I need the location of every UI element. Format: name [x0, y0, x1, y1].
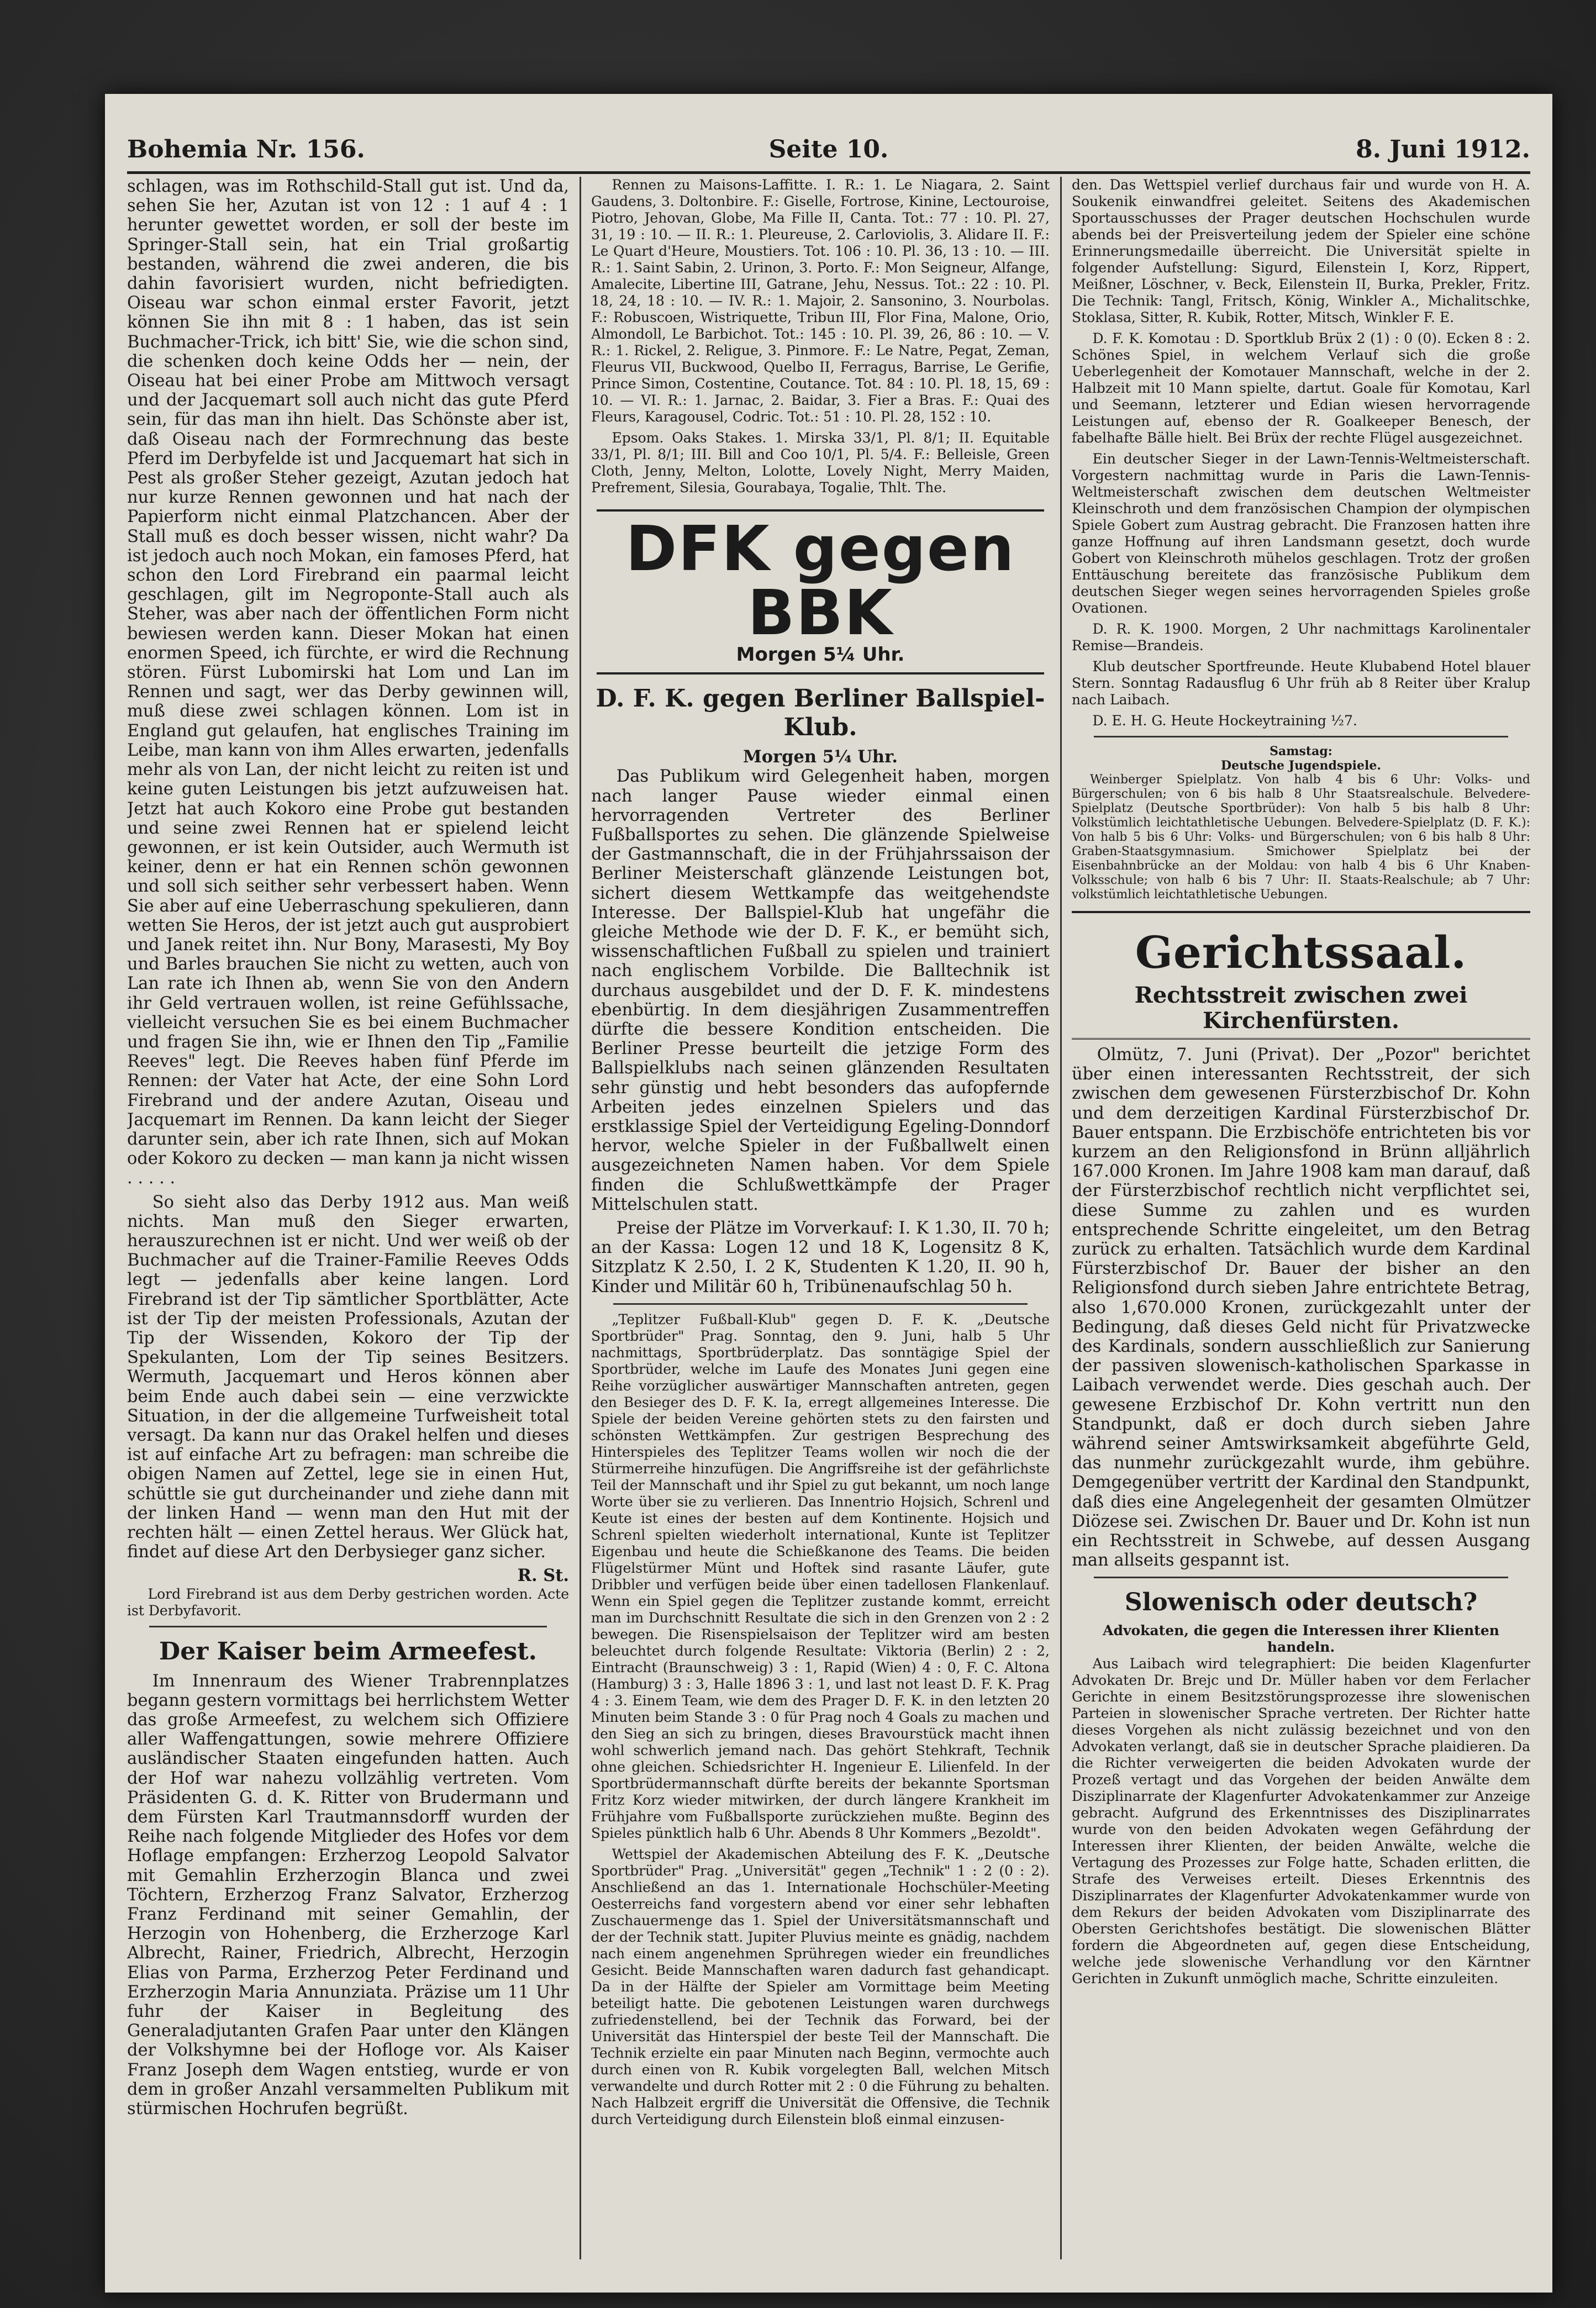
- language-article-subtitle: Advokaten, die gegen die Interessen ihrer Klienten handeln.: [1103, 1622, 1499, 1656]
- divider: [1094, 736, 1508, 737]
- tennis-report: Ein deutscher Sieger in der Lawn-Tennis-Weltmeisterschaft. Vorgestern nachmittag wurde in Paris die Lawn-Tennis-Weltmeisterschaft zwischen dem deutschen Weltmeister Kleinschroth und dem französischen Champion der olympischen Spiele Gobert zum Austrag gebracht. Die Franzosen hatten ihre ganze Hoffnung auf ihren Landsmann gesetzt, doch wurde Gobert von Kleinschroth mühelos geschlagen. Trotz der großen Enttäuschung bereitete das französische Publikum dem deutschen Sieger wegen seines hervorragenden Spieles große Ovationen.: [1072, 451, 1530, 616]
- match-article-text: Das Publikum wird Gelegenheit haben, morgen nach langer Pause wieder einmal einen hervorragenden Vertreter des Berliner Fußballsportes zu sehen. Die glänzende Spielweise der Gastmannschaft, die in der Frühjahrssaison der Berliner Meisterschaft glänzende Leistungen bot, sichert diesem Wettkampfe das weitgehendste Interesse. Der Ballspiel-Klub hat ungefähr die gleiche Methode wie der D. F. K., er bemüht sich, wissenschaftlichen Fußball zu spielen und trainiert nach englischem Vorbilde. Die Balltechnik ist durchaus ausgebildet und der D. F. K. mindestens ebenbürtig. In dem diesjährigen Zusammentreffen dürfte die bessere Kondition entscheiden. Die Berliner Presse beurteilt die jetzige Form des Ballspielklubs nach seinen glänzenden Resultaten sehr günstig und hebt besonders das aufopfernde Arbeiten jedes einzelnen Spielers und das erstklassige Spiel der Verteidigung Egeling-Donndorf hervor, welche Spieler in der Fußballwelt einen ausgezeichneten Namen haben. Vor dem Spiele finden die Schlußwettkämpfe der Prager Mittelschulen statt.: [591, 767, 1050, 1214]
- kaiser-article-title: Der Kaiser beim Armeefest.: [159, 1637, 537, 1666]
- ticket-prices: Preise der Plätze im Vorverkauf: I. K 1.30, II. 70 h; an der Kassa: Logen 12 und 18 K, Logensitz 8 K, Sitzplatz K 2.50, I. 2 K, Studenten K 1.20, II. 90 h, Kinder und Militär 60 h, Tribünenaufschlag 50 h.: [591, 1219, 1050, 1297]
- club-notice-hockey: D. E. H. G. Heute Hockeytraining ½7.: [1092, 713, 1357, 729]
- youth-games-title: Deutsche Jugendspiele.: [1221, 758, 1381, 773]
- komotau-match-report: D. F. K. Komotau : D. Sportklub Brüx 2 (1) : 0 (0). Ecken 8 : 2. Schönes Spiel, in welchem Verlauf sich die große Ueberlegenheit der Komotauer Mannschaft, welche in der 2. Halbzeit mit 10 Mann spielte, dartut. Goale für Komotau, Karl und Seemann, letzterer und Edian wiesen hervorragende Leistungen auf, ebenso der R. Goalkeeper Benesch, der fabelhafte Bälle hielt. Bei Brüx der rechte Flügel ausgezeichnet.: [1072, 330, 1530, 446]
- divider: [613, 1303, 1028, 1305]
- page-header: [127, 122, 1530, 174]
- lawsuit-article-title: Rechtsstreit zwischen zwei Kirchenfürsten.: [1072, 983, 1530, 1040]
- header-date: 8. Juni 1912.: [1356, 135, 1530, 164]
- divider: [149, 1626, 547, 1627]
- column-1: [127, 177, 569, 2259]
- header-issue: Bohemia Nr. 156.: [127, 135, 365, 164]
- column-rule: [580, 177, 581, 2259]
- epsom-results: Epsom. Oaks Stakes. 1. Mirska 33/1, Pl. 8/1; II. Equitable 33/1, Pl. 8/1; III. Bill and Coo 10/1, Pl. 5/4. F.: Belleisle, Green Cloth, Jenny, Melton, Lolotte, Lovely Night, Merry Maiden, Prefrement, Silesia, Gourabaya, Togalie, Thlt. The.: [591, 430, 1050, 496]
- club-notice-sportfreunde: Klub deutscher Sportfreunde. Heute Klubabend Hotel blauer Stern. Sonntag Radausflug 6 Uhr früh ab 8 Reiter über Kralup nach Laibach.: [1072, 658, 1530, 708]
- match-article-title: D. F. K. gegen Berliner Ballspiel-Klub.: [596, 684, 1045, 742]
- match-time: Morgen 5¼ Uhr.: [742, 747, 898, 767]
- match-advertisement: [597, 509, 1044, 675]
- academic-match-continued: den. Das Wettspiel verlief durchaus fair und wurde von H. A. Soukenik einwandfrei geleitet. Seitens des Akademischen Sportausschusses der Prager deutschen Hochschulen wurde abends bei der Preisverteilung jedem der Spieler eine schöne Erinnerungsmedaille überreicht. Die Universität spielte in folgender Aufstellung: Sigurd, Eilenstein I, Korz, Rippert, Meißner, Löschner, v. Beck, Eilenstein II, Burka, Prekler, Fritz. Die Technik: Tangl, Fritsch, König, Winkler A., Michalitschke, Stoklasa, Sitter, R. Kubik, Rotter, Mitsch, Winkler F. E.: [1072, 177, 1530, 325]
- header-page-number: Seite 10.: [768, 135, 889, 164]
- author-signature: R. St.: [517, 1566, 569, 1586]
- teplitz-article: „Teplitzer Fußball-Klub" gegen D. F. K. „Deutsche Sportbrüder" Prag. Sonntag, den 9. Juni, halb 5 Uhr nachmittags, Sportbrüderplatz. Das sonntägige Spiel der Sportbrüder, welche im Laufe des Monates Juni gegen eine Reihe vorzüglicher auswärtiger Mannschaften antreten, gegen den Besieger des D. F. K. Ia, erregt allgemeines Interesse. Die Spiele der beiden Vereine gehörten stets zu den fairsten und schönsten Wettkämpfen. Zur gestrigen Besprechung des Hinterspieles des Teplitzer Teams wollen wir noch die der Stürmerreihe hinzufügen. Die Angriffsreihe ist der gefährlichste Teil der Mannschaft und ihr Spiel zu gut bekannt, um noch lange Worte über sie zu verlieren. Das Innentrio Hojsich, Schrenl und Keute ist eines der besten auf dem Kontinente. Hojsich und Schrenl spielten wiederholt international, Kunte ist Teplitzer Eigenbau und heute die Schießkanone des Teams. Die beiden Flügelstürmer Münt und Hoftek sind rasante Läufer, gute Dribbler und verfügen beide über einen tadellosen Flankenlauf. Wenn ein Spiel gegen die Teplitzer zustande kommt, erreicht man im Durchschnitt Resultate die sich in den Grenzen von 2 : 2 bewegen. Die Risenspielsaison der Teplitzer wird am besten beleuchtet durch folgende Resultate: Viktoria (Berlin) 2 : 2, Eintracht (Braunschweig) 3 : 1, Rapid (Wien) 4 : 0, F. C. Altona (Hamburg) 3 : 3, Halle 1896 3 : 1, und last not least D. F. K. Prag 4 : 3. Einem Team, wie dem des Prager D. F. K. in den letzten 20 Minuten beim Stande 3 : 0 für Prag noch 4 Goals zu machen und den Sieg an sich zu bringen, dieses Bravourstück macht ihnen wohl schwerlich jemand nach. Das gehört Stehkraft, Technik ohne gleichen. Schiedsrichter H. Ingenieur E. Lilienfeld. In der Sportbrüdermannschaft dürfte bereits der bekannte Sportsman Fritz Korz wieder mitwirken, der durch längere Krankheit im Frühjahre vom Fußballsporte zurückziehen mußte. Beginn des Spieles pünktlich halb 6 Uhr. Abends 8 Uhr Kommers „Bezoldt".: [591, 1311, 1050, 1841]
- club-notice-1900: D. R. K. 1900. Morgen, 2 Uhr nachmittags Karolinentaler Remise—Brandeis.: [1072, 621, 1530, 654]
- newspaper-page: [105, 94, 1552, 2293]
- derby-note: Lord Firebrand ist aus dem Derby gestrichen worden. Acte ist Derbyfavorit.: [127, 1585, 569, 1619]
- kaiser-article-text: Im Innenraum des Wiener Trabrennplatzes begann gestern vormittags bei herrlichstem Wetter das große Armeefest, zu welchem sich Offiziere aller Waffengattungen, sowie mehrere Offiziere ausländischer Staaten eingefunden hatten. Auch der Hof war nahezu vollzählig vertreten. Vom Präsidenten G. d. K. Ritter von Brudermann und dem Fürsten Karl Trautmannsdorff wurden der Reihe nach folgende Mitglieder des Hofes vor dem Hoflage empfangen: Erzherzog Leopold Salvator mit Gemahlin Erzherzogin Blanca und zwei Töchtern, Erzherzog Franz Salvator, Erzherzog Franz Ferdinand mit seiner Gemahlin, der Herzogin von Hohenberg, die Erzherzoge Karl Albrecht, Rainer, Friedrich, Albrecht, Herzogin Elias von Parma, Erzherzog Peter Ferdinand und Erzherzogin Maria Annunziata. Präzise um 11 Uhr fuhr der Kaiser in Begleitung des Generaladjutanten Grafen Paar unter den Klängen der Volkshymne bei der Hofloge vor. Als Kaiser Franz Joseph dem Wagen entstieg, wurde er von dem in großer Anzahl versammelten Publikum mit stürmischen Hochrufen begrüßt.: [127, 1671, 569, 2119]
- lawsuit-article-text: Olmütz, 7. Juni (Privat). Der „Pozor" berichtet über einen interessanten Rechtsstreit, der sich zwischen dem gewesenen Fürsterzbischof Dr. Kohn und dem derzeitigen Kardinal Fürsterzbischof Dr. Bauer entspann. Die Erzbischöfe entrichteten bis vor kurzem an den Religionsfond in Brünn alljährlich 167.000 Kronen. Im Jahre 1908 kam man darauf, daß der Fürsterzbischof rechtlich nicht verpflichtet sei, diese Summe zu zahlen und es wurden entsprechende Schritte eingeleitet, um den Betrag zurück zu erhalten. Tatsächlich wurde dem Kardinal Fürsterzbischof Dr. Bauer der bisher an den Religionsfond durch sieben Jahre entrichtete Betrag, also 1,670.000 Kronen, zurückgezahlt unter der Bedingung, daß dieses Geld nicht für Privatzwecke des Kardinals, sondern ausschließlich zur Sanierung der passiven slowenisch-katholischen Sparkasse in Laibach verwendet werde. Dies geschah auch. Der gewesene Erzbischof Dr. Kohn vertritt nun den Standpunkt, daß er doch durch sieben Jahre während seiner Amtswirksamkeit abgeführte Geld, das nunmehr zurückgezahlt wurde, ihm gebühre. Demgegenüber vertritt der Kardinal den Standpunkt, daß dies eine Angelegenheit der gesamten Olmützer Diözese sei. Zwischen Dr. Bauer und Dr. Kohn ist nun ein Rechtsstreit in Schwebe, auf dessen Ausgang man allseits gespannt ist.: [1072, 1045, 1530, 1571]
- racing-results: Rennen zu Maisons-Laffitte. I. R.: 1. Le Niagara, 2. Saint Gaudens, 3. Doltonbire. F.: Giselle, Fortrose, Kinine, Lectouroise, Piotro, Jehovan, Globe, Ma Fille II, Canta. Tot.: 77 : 10. Pl. 27, 31, 19 : 10. — II. R.: 1. Pleureuse, 2. Carloviolis, 3. Alidare II. F.: Le Quart d'Heure, Moustiers. Tot. 106 : 10. Pl. 36, 13 : 10. — III. R.: 1. Saint Sabin, 2. Urinon, 3. Porto. F.: Mon Seigneur, Alfange, Amalecite, Libertine III, Gatrane, Jehu, Nessus. Tot.: 22 : 10. Pl. 18, 24, 18 : 10. — IV. R.: 1. Majoir, 2. Sansonino, 3. Nourbolas. F.: Robuscoen, Wistriquette, Tribun III, Flor Fina, Malone, Orio, Almondoll, Le Barbichot. Tot.: 145 : 10. Pl. 39, 26, 86 : 10. — V. R.: 1. Rickel, 2. Religue, 3. Pinmore. F.: Le Natre, Pegat, Zeman, Fleurus VII, Buckwood, Quelbo II, Ferragus, Barrise, Le Gerifie, Prince Simon, Costentine, Coutance. Tot. 84 : 10. Pl. 18, 15, 69 : 10. — VI. R.: 1. Jarnac, 2. Baidar, 3. Fier a Bras. F.: Quai des Fleurs, Karagousel, Codric. Tot.: 51 : 10. Pl. 28, 152 : 10.: [591, 177, 1050, 425]
- ad-title: DFK gegen BBK: [625, 513, 1015, 649]
- divider: [1094, 1577, 1508, 1578]
- language-article-text: Aus Laibach wird telegraphiert: Die beiden Klagenfurter Advokaten Dr. Brejc und Dr. Müller haben vor dem Ferlacher Gerichte in einem Besitzstörungsprozesse ihre slowenischen Parteien in slowenischer Sprache vertreten. Der Richter hatte dieses Vorgehen als nicht zulässig bezeichnet und von den Advokaten verlangt, daß sie in deutscher Sprache plaidieren. Da die Richter verweigerten die beiden Advokaten wurde der Prozeß vertagt und das Vorgehen der beiden Anwälte dem Disziplinarrate der Klagenfurter Advokatenkammer zur Anzeige gebracht. Aufgrund des Erkenntnisses des Disziplinarrates wurde von den beiden Advokaten wegen Gefährdung der Interessen ihrer Klienten, der beiden Anwälte, welche die Vertagung des Prozesses zur Folge hatte, Schaden erlitten, die Strafe des Verweises erteilt. Dieses Erkenntnis des Disziplinarrates der Klagenfurter Advokatenkammer wurde von dem Rekurs der beiden Advokaten vom Disziplinarrate des Obersten Gerichtshofes bestätigt. Die slowenischen Blätter fordern die Abgeordneten auf, gegen diese Entscheidung, welche jede slowenische Verhandlung vor den Kärntner Gerichten in Zukunft unmöglich mache, Schritte einzuleiten.: [1072, 1656, 1530, 1987]
- youth-games-day: Samstag:: [1270, 744, 1332, 758]
- ad-subtitle: Morgen 5¼ Uhr.: [736, 644, 905, 666]
- derby-article-text: schlagen, was im Rothschild-Stall gut ist. Und da, sehen Sie her, Azutan ist von 12 : 1 auf 4 : 1 herunter gewettet worden, er soll der beste im Springer-Stall sein, hat ein Trial großartig bestanden, während die zwei anderen, die bis dahin favorisiert wurden, nicht befriedigten. Oiseau war schon einmal erster Favorit, jetzt können Sie ihn mit 8 : 1 haben, das ist sein Buchmacher-Trick, ich bitt' Sie, wie die schon sind, die schenken doch keine Odds her — nein, der Oiseau hat bei einer Probe am Mittwoch versagt und der Jacquemart soll auch nicht das gute Pferd sein, für das man ihn hielt. Das Schönste aber ist, daß Oiseau nach der Formrechnung das beste Pferd im Derbyfelde ist und Jacquemart hat sich in Pest als großer Steher gezeigt, Azutan jedoch hat nur kurze Rennen gewonnen und hat nach der Papierform nicht einmal Platzchancen. Aber der Stall muß es doch besser wissen, nicht wahr? Da ist jedoch auch noch Mokan, ein famoses Pferd, hat schon den Lord Firebrand ein paarmal leicht geschlagen, gilt im Negroponte-Stall auch als Steher, was aber nach der öffentlichen Form nicht bewiesen werden kann. Dieser Mokan hat einen enormen Speed, ich fürchte, er wird die Rechnung stören. Fürst Lubomirski hat Lom und Lan im Rennen und sagt, wer das Derby gewinnen will, muß diese zwei schlagen können. Lom ist in England gut gelaufen, hat englisches Training im Leibe, man kann von ihm Alles erwarten, jedenfalls mehr als von Lan, der nicht leicht zu reiten ist und keine guten Leistungen bis jetzt aufzuweisen hat. Jetzt hat auch Kokoro eine Probe gut bestanden und seine zwei Rennen hat er spielend leicht gewonnen, er ist kein Outsider, auch Wermuth ist keiner, denn er hat ein Rennen schön gewonnen und soll sich seither sehr verbessert haben. Wenn Sie aber auf eine Ueberraschung spekulieren, dann wetten Sie Heros, der ist jetzt auch gut ausprobiert und Janek reitet ihn. Nur Bony, Marasesti, My Boy und Barles brauchen Sie nicht zu wetten, auch von Lan rate ich Ihnen ab, wenn Sie von den Andern ihr Geld vertrauen wollen, ist reine Gefühlssache, vielleicht versuchen Sie es bei einem Buchmacher und fragen Sie ihn, wie er Ihnen den Tip „Familie Reeves" legt. Die Reeves haben fünf Pferde im Rennen: der Vater hat Acte, der eine Sohn Lord Firebrand und der andere Azutan, Oiseau und Jacquemart im Rennen. Da kann leicht der Sieger darunter sein, aber ich rate Ihnen, sich auf Mokan oder Kokoro zu decken — man kann ja nicht wissen . . . . .: [127, 177, 569, 1188]
- derby-article-conclusion: So sieht also das Derby 1912 aus. Man weiß nichts. Man muß den Sieger erwarten, herauszurechnen ist er nicht. Und wer weiß ob der Buchmacher auf die Trainer-Familie Reeves Odds legt — jedenfalls aber keine langen. Lord Firebrand ist der Tip sämtlicher Sportblätter, Acte ist der Tip der meisten Professionals, Azutan der Tip der Wissenden, Kokoro der Tip der Spekulanten, Lom der Tip seines Besitzers. Wermuth, Jacquemart und Heros können aber beim Ende auch dabei sein — eine verzwickte Situation, in der die allgemeine Turfweisheit total versagt. Da kann nur das Orakel helfen und dieses ist auf einfache Art zu befragen: man schreibe die obigen Namen auf Zettel, lege sie in einen Hut, schüttle sie gut durcheinander und ziehe dann mit der linken Hand — wenn man den Hut mit der rechten hält — einen Zettel heraus. Wer Glück hat, findet auf diese Art den Derbysieger ganz sicher.: [127, 1192, 569, 1562]
- language-article-title: Slowenisch oder deutsch?: [1124, 1588, 1478, 1617]
- academic-match-article: Wettspiel der Akademischen Abteilung des F. K. „Deutsche Sportbrüder" Prag. „Universität" gegen „Technik" 1 : 2 (0 : 2). Anschließend an das 1. Internationale Hochschüler-Meeting Oesterreichs fand vorgestern abend vor einer sehr lebhaften Zuschauermenge das 1. Spiel der Universitätsmannschaft und der der Technik statt. Jupiter Pluvius meinte es gnädig, nachdem nach einem angenehmen Sprühregen wieder ein freundliches Gesicht. Beide Mannschaften waren dadurch fast gehandicapt. Da in der Hälfte der Spieler am Vormittage beim Meeting beteiligt hatte. Die gebotenen Leistungen waren durchwegs zufriedenstellend, bei der Technik das Forward, bei der Universität das Hinterspiel der beste Teil der Mannschaft. Die Technik erzielte ein paar Minuten nach Beginn, vermochte auch durch einen von R. Kubik vorgelegten Ball, welchen Mitsch verwandelte und durch Rotter mit 2 : 0 die Führung zu behalten. Nach Halbzeit ergriff die Universität die Offensive, die Technik durch Verteidigung durch Eilenstein bloß einmal einzusen-: [591, 1846, 1050, 2127]
- divider: [1072, 911, 1530, 913]
- youth-games-schedule: Weinberger Spielplatz. Von halb 4 bis 6 Uhr: Volks- und Bürgerschulen; von 6 bis halb 8 Uhr Staatsrealschule. Belvedere-Spielplatz (Deutsche Sportbrüder): Von halb 5 bis halb 8 Uhr: Volkstümlich leichtathletische Uebungen. Belvedere-Spielplatz (D. F. K.): Von halb 5 bis 6 Uhr: Volks- und Bürgerschulen; von 6 bis halb 8 Uhr: Graben-Staatsgymnasium. Smichower Spielplatz bei der Eisenbahnbrücke an der Moldau: von halb 4 bis 6 Uhr Knaben-Volksschule; von halb 6 bis 7 Uhr: II. Staats-Realschule; ab 7 Uhr: volkstümlich leichtathletische Uebungen.: [1072, 773, 1530, 902]
- court-section-title: Gerichtssaal.: [1135, 926, 1467, 978]
- column-3: [1072, 177, 1530, 2259]
- column-rule: [1060, 177, 1062, 2259]
- column-2: [591, 177, 1050, 2259]
